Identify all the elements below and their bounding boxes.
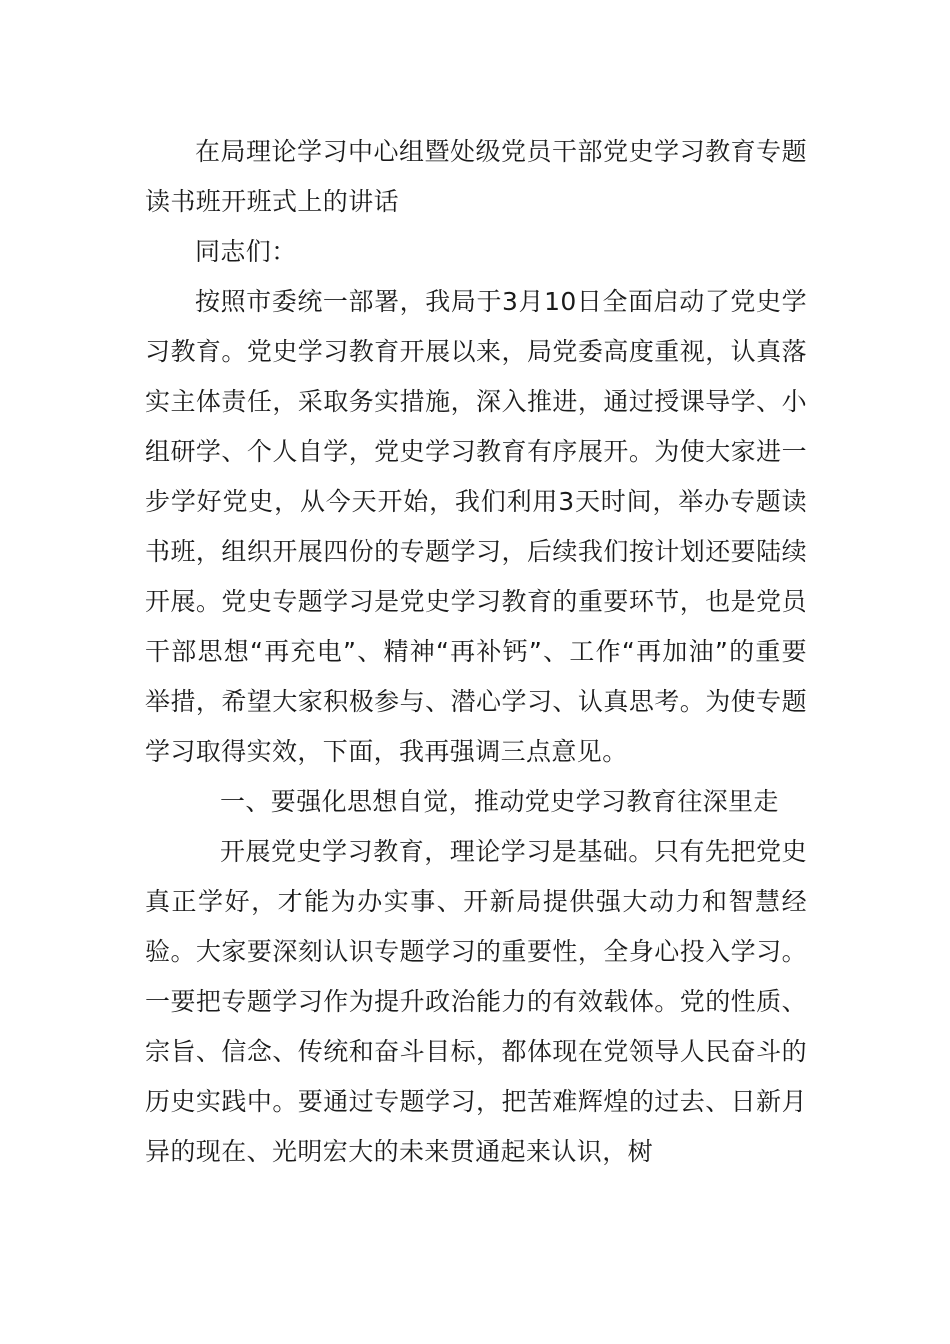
paragraph-intro: 按照市委统一部署，我局于3月10日全面启动了党史学习教育。党史学习教育开展以来，局党委高度重视，认真落实主体责任，采取务实措施，深入推进，通过授课导学、小组研学、个人自学，党史学习教育有序展开。为使大家进一步学好党史，从今天开始，我们利用3天时间，举办专题读书班，组织开展四份的专题学习，后续我们按计划还要陆续开展。党史专题学习是党史学习教育的重要环节，也是党员干部思想“再充电”、精神“再补钙”、工作“再加油”的重要举措，希望大家积极参与、潜心学习、认真思考。为使专题学习取得实效，下面，我再强调三点意见。 [145,287,807,766]
document-body [145,127,807,1177]
paragraph-section-1: 开展党史学习教育，理论学习是基础。只有先把党史真正学好，才能为办实事、开新局提供强大动力和智慧经验。大家要深刻认识专题学习的重要性，全身心投入学习。一要把专题学习作为提升政治能力的有效载体。党的性质、宗旨、信念、传统和奋斗目标，都体现在党领导人民奋斗的历史实践中。要通过专题学习，把苦难辉煌的过去、日新月异的现在、光明宏大的未来贯通起来认识，树 [145,837,807,1166]
section-heading-1: 一、要强化思想自觉，推动党史学习教育往深里走 [220,787,779,816]
salutation: 同志们： [195,237,297,266]
document-title: 在局理论学习中心组暨处级党员干部党史学习教育专题读书班开班式上的讲话 [145,137,807,216]
